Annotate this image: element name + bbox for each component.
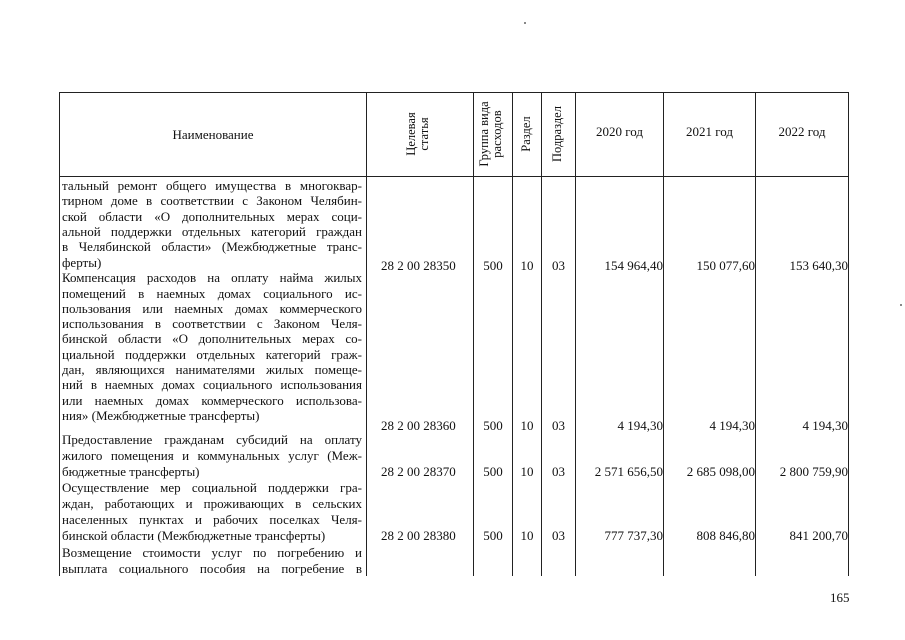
row-2021: 808 846,80 (696, 528, 755, 543)
row-name-line: циальной поддержки отдельных категорий граж- (62, 347, 362, 362)
row-name-line: тальный ремонт общего имущества в многоквар- (62, 178, 362, 193)
row-section: 10 (520, 258, 534, 273)
row-name-line: помещений в наемных домах социального ис- (62, 286, 362, 301)
row-2020: 777 737,30 (604, 528, 663, 543)
col-border-section (541, 92, 542, 576)
row-section: 10 (520, 528, 534, 543)
row-name-line: Возмещение стоимости услуг по погребению и (62, 545, 362, 560)
row-name-line: или наемных домах коммерческого использова- (62, 393, 362, 408)
row-2022: 4 194,30 (802, 418, 848, 433)
row-subsection: 03 (552, 258, 565, 273)
row-name-line: альной поддержки отдельных категорий граждан (62, 224, 362, 239)
row-name-line: Осуществление мер социальной поддержки гра- (62, 480, 362, 495)
row-name-line: бинской области «О дополнительных мерах со- (62, 331, 362, 346)
row-2020: 2 571 656,50 (594, 464, 663, 479)
col-border-right (848, 92, 849, 576)
header-section: Раздел (519, 116, 533, 152)
col-border-name (366, 92, 367, 576)
row-name-line: ждан, работающих и проживающих в сельских (62, 496, 362, 511)
row-name-line: жилого помещения и коммунальных услуг (Меж- (62, 448, 362, 463)
row-group: 500 (483, 418, 503, 433)
header-2021: 2021 год (686, 124, 733, 139)
row-target: 28 2 00 28370 (381, 464, 456, 479)
col-border-target (473, 92, 474, 576)
row-subsection: 03 (552, 464, 565, 479)
scan-speck (900, 304, 902, 306)
row-name-line: использования в соответствии с Законом Челя- (62, 316, 362, 331)
row-name-line: тирном доме в соответствии с Законом Челябин- (62, 193, 362, 208)
row-subsection: 03 (552, 528, 565, 543)
row-name-line: ний в наемных домах социального использования (62, 377, 362, 392)
header-2020: 2020 год (596, 124, 643, 139)
col-border-group (512, 92, 513, 576)
row-name-line: пользования или наемных домах коммерческого (62, 301, 362, 316)
row-group: 500 (483, 464, 503, 479)
col-border-left (59, 92, 60, 576)
col-border-2021 (755, 92, 756, 576)
row-name-line: Компенсация расходов на оплату найма жилых (62, 270, 362, 285)
row-section: 10 (520, 418, 534, 433)
header-subsection: Подраздел (550, 106, 564, 162)
row-subsection: 03 (552, 418, 565, 433)
row-2022: 153 640,30 (789, 258, 848, 273)
header-bottom-border (59, 176, 848, 177)
row-target: 28 2 00 28360 (381, 418, 456, 433)
row-name-line: дан, являющихся нанимателями жилых помеще- (62, 362, 362, 377)
row-group: 500 (483, 528, 503, 543)
row-name-line: ферты) (62, 255, 102, 270)
row-name-line: в Челябинской области» (Межбюджетные транс- (62, 239, 362, 254)
row-2021: 2 685 098,00 (686, 464, 755, 479)
row-2021: 150 077,60 (696, 258, 755, 273)
header-2022: 2022 год (778, 124, 826, 139)
col-border-2020 (663, 92, 664, 576)
page-number: 165 (830, 590, 850, 605)
header-target: Целевая статья (404, 112, 431, 156)
row-target: 28 2 00 28350 (381, 258, 456, 273)
row-name-line: бинской области (Межбюджетные трансферты) (62, 528, 326, 543)
table-top-border (59, 92, 848, 93)
row-name-line: ской области «О дополнительных мерах соци- (62, 209, 362, 224)
row-2021: 4 194,30 (709, 418, 755, 433)
header-name: Наименование (172, 127, 254, 142)
row-name-line: ния» (Межбюджетные трансферты) (62, 408, 260, 423)
row-2020: 154 964,40 (604, 258, 663, 273)
row-name-line: бюджетные трансферты) (62, 464, 200, 479)
row-section: 10 (520, 464, 534, 479)
row-name-line: выплата социального пособия на погребение в (62, 561, 362, 576)
row-2020: 4 194,30 (617, 418, 663, 433)
row-name-line: населенных пунктах и рабочих поселках Челя- (62, 512, 362, 527)
header-group: Группа вида расходов (477, 101, 504, 167)
row-group: 500 (483, 258, 503, 273)
row-name-line: Предоставление гражданам субсидий на оплату (62, 432, 362, 447)
scan-speck (524, 22, 526, 24)
row-2022: 2 800 759,90 (779, 464, 848, 479)
row-target: 28 2 00 28380 (381, 528, 456, 543)
col-border-subsection (575, 92, 576, 576)
row-2022: 841 200,70 (789, 528, 848, 543)
